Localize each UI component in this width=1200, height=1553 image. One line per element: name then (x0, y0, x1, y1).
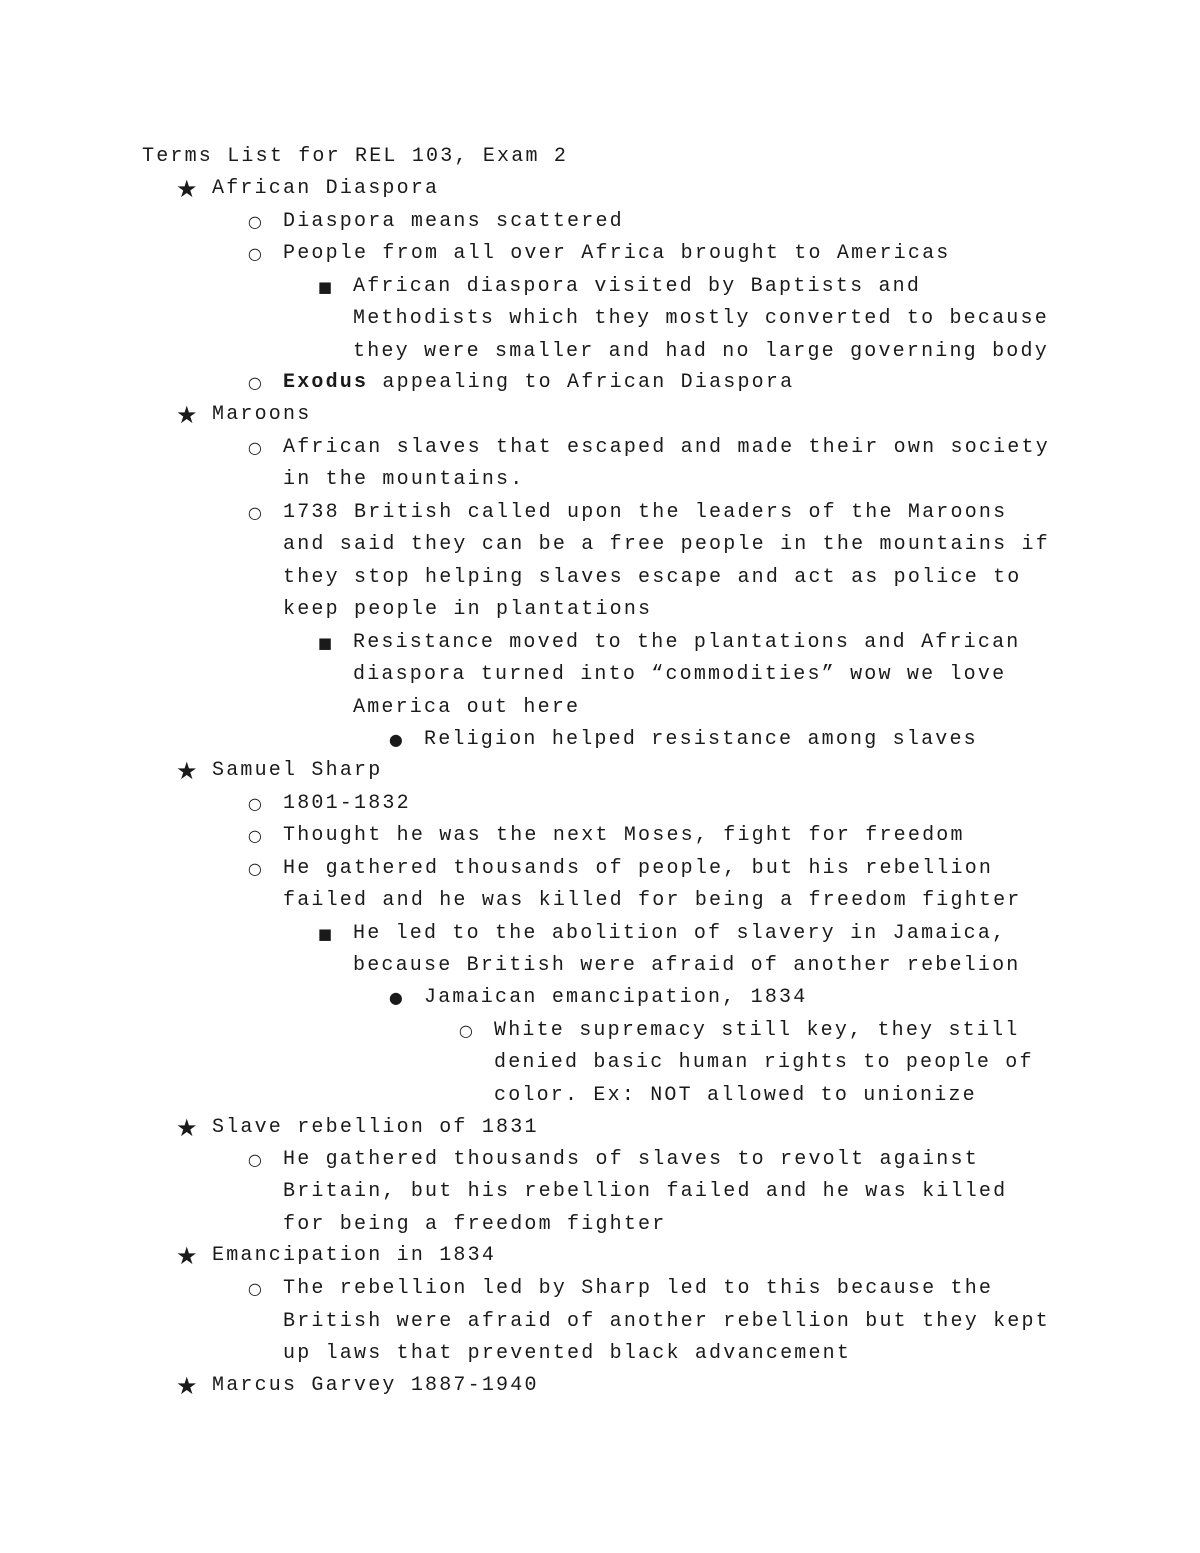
list-item-continuation: up laws that prevented black advancement (283, 1342, 852, 1365)
list-item: Resistance moved to the plantations and African (353, 631, 1021, 654)
list-item-continuation: British were afraid of another rebellion but they kept (283, 1310, 1050, 1333)
list-item: 1801-1832 (283, 792, 411, 815)
list-item-continuation: because British were afraid of another rebelion (353, 954, 1021, 977)
term-heading-samuel-sharp: Samuel Sharp (212, 759, 383, 782)
circle-bullet-icon: ○ (458, 1021, 476, 1040)
list-item (283, 368, 794, 398)
list-item: White supremacy still key, they still (494, 1019, 1020, 1042)
list-item-continuation: they stop helping slaves escape and act as police to (283, 566, 1022, 589)
star-bullet-icon: ★ (176, 1114, 200, 1142)
list-item: Thought he was the next Moses, fight for freedom (283, 824, 965, 847)
list-item: African slaves that escaped and made their own society (283, 436, 1050, 459)
circle-bullet-icon: ○ (247, 1279, 265, 1298)
circle-bullet-icon: ○ (247, 1150, 265, 1169)
list-item-continuation: they were smaller and had no large governing body (353, 340, 1049, 363)
list-item-continuation: for being a freedom fighter (283, 1213, 667, 1236)
circle-bullet-icon: ○ (247, 794, 265, 813)
list-item-continuation: color. Ex: NOT allowed to unionize (494, 1084, 977, 1107)
list-item: He gathered thousands of slaves to revolt against (283, 1148, 979, 1171)
circle-bullet-icon: ○ (247, 373, 265, 392)
bold-term-exodus: Exodus (283, 371, 369, 394)
list-item: Diaspora means scattered (283, 210, 624, 233)
circle-bullet-icon: ○ (247, 859, 265, 878)
list-item-continuation: in the mountains. (283, 468, 525, 491)
list-item-continuation: and said they can be a free people in the mountains if (283, 533, 1050, 556)
term-heading-maroons: Maroons (212, 403, 312, 426)
list-item-continuation: keep people in plantations (283, 598, 653, 621)
star-bullet-icon: ★ (176, 401, 200, 429)
list-item: He led to the abolition of slavery in Jamaica, (353, 922, 1007, 945)
list-item: Religion helped resistance among slaves (424, 728, 978, 751)
circle-bullet-icon: ○ (247, 438, 265, 457)
list-item: Jamaican emancipation, 1834 (424, 986, 808, 1009)
list-item-continuation: Britain, but his rebellion failed and he was killed (283, 1180, 1008, 1203)
circle-bullet-icon: ○ (247, 244, 265, 263)
list-item-continuation: denied basic human rights to people of (494, 1051, 1034, 1074)
circle-bullet-icon: ○ (247, 212, 265, 231)
circle-bullet-icon: ○ (247, 503, 265, 522)
term-heading-african-diaspora: African Diaspora (212, 177, 440, 200)
term-heading-emancipation: Emancipation in 1834 (212, 1244, 497, 1267)
square-bullet-icon: ■ (317, 278, 335, 296)
list-item-continuation: diaspora turned into “commodities” wow we love (353, 663, 1007, 686)
dot-bullet-icon: ● (388, 988, 406, 1007)
list-item: African diaspora visited by Baptists and (353, 275, 922, 298)
star-bullet-icon: ★ (176, 757, 200, 785)
dot-bullet-icon: ● (388, 730, 406, 749)
square-bullet-icon: ■ (317, 634, 335, 652)
list-item: People from all over Africa brought to Americas (283, 242, 951, 265)
list-item-text: appealing to African Diaspora (368, 371, 795, 394)
star-bullet-icon: ★ (176, 175, 200, 203)
circle-bullet-icon: ○ (247, 826, 265, 845)
term-heading-marcus-garvey: Marcus Garvey 1887-1940 (212, 1374, 539, 1397)
page-title: Terms List for REL 103, Exam 2 (142, 145, 569, 168)
term-heading-slave-rebellion: Slave rebellion of 1831 (212, 1116, 539, 1139)
list-item: 1738 British called upon the leaders of the Maroons (283, 501, 1008, 524)
list-item-continuation: failed and he was killed for being a freedom fighter (283, 889, 1022, 912)
star-bullet-icon: ★ (176, 1242, 200, 1270)
star-bullet-icon: ★ (176, 1372, 200, 1400)
list-item: He gathered thousands of people, but his rebellion (283, 857, 994, 880)
square-bullet-icon: ■ (317, 925, 335, 943)
list-item: The rebellion led by Sharp led to this because the (283, 1277, 994, 1300)
list-item-continuation: Methodists which they mostly converted to because (353, 307, 1049, 330)
list-item-continuation: America out here (353, 696, 581, 719)
